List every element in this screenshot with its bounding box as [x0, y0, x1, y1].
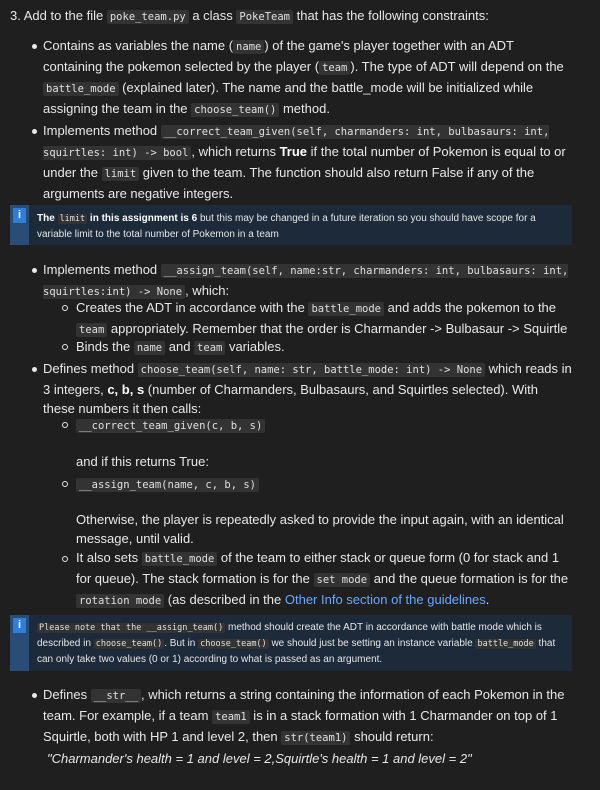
code-team: team — [319, 61, 350, 75]
bold-true: True — [279, 144, 308, 159]
heading-text-mid: a class — [188, 8, 237, 23]
code-str-team1: str(team1) — [281, 731, 350, 745]
text: Contains as variables the name ( — [43, 38, 234, 53]
code-signature: __assign_team(self, name:str, charmanders: int, bulbasaurs: int, squirtles:int) -> None — [43, 265, 569, 298]
text-otherwise: Otherwise, the player is repeatedly asked to provide the input again, with an identical message, until valid. — [76, 512, 564, 546]
bold-text: in this assignment is 6 — [87, 213, 198, 224]
bullet-dot — [32, 44, 37, 49]
text: which reads in 3 integers, — [43, 361, 572, 397]
text: Implements method — [43, 123, 161, 138]
code-name: name — [233, 40, 264, 54]
bullet-str — [43, 685, 573, 748]
text: Creates the ADT in accordance with the — [76, 300, 309, 315]
text: and adds the pokemon to the — [384, 300, 557, 315]
guidelines-link[interactable]: Other Info section of the guidelines — [284, 592, 486, 607]
code-limit: limit — [102, 167, 140, 181]
text: and — [165, 339, 195, 354]
sub-bullet — [62, 481, 68, 487]
text: we should just be setting an instance variable — [268, 638, 476, 649]
text: variables. — [225, 339, 285, 354]
text: , which returns a string containing the information of each Pokemon in the team. For example, if a team — [43, 687, 565, 723]
bullet-dot — [32, 129, 37, 134]
sub-item-assign-call — [76, 474, 576, 495]
code-battle-mode: battle_mode — [477, 639, 534, 649]
bullet-dot — [32, 693, 37, 698]
sub-item-create-adt — [76, 298, 576, 340]
code-choose-team: choose_team() — [95, 639, 163, 649]
sub-bullet — [62, 556, 68, 562]
sub-bullet — [62, 305, 68, 311]
code-call: __correct_team_given(c, b, s) — [76, 419, 265, 433]
text: , which: — [185, 283, 230, 298]
sub-item-binds — [76, 337, 576, 358]
code-call: __assign_team(name, c, b, s) — [76, 478, 259, 492]
code-signature: choose_team(self, name: str, battle_mode: int) -> None — [138, 363, 485, 377]
sub-bullet — [62, 422, 68, 428]
code-signature: __correct_team_given(self, charmanders: int, bulbasaurs: int, squirtles: int) -> bool — [43, 126, 550, 159]
bullet-assign-team — [43, 260, 573, 302]
text: , which returns — [191, 144, 280, 159]
code-name: name — [134, 341, 165, 355]
info-text — [37, 211, 564, 242]
sub-item-correct-call — [76, 415, 576, 436]
code-note: Please note that the __assign_team() — [39, 623, 224, 633]
text-if-true: and if this returns True: — [76, 454, 209, 469]
text: method should create the ADT in accordance with battle mode which is described in — [37, 622, 542, 649]
text: and the queue formation is for the — [370, 571, 569, 586]
text: method. — [279, 101, 330, 116]
sub-item-battle-mode — [76, 548, 576, 611]
text: should return: — [350, 729, 434, 744]
bullet-dot — [32, 367, 37, 372]
code-choose-team: choose_team() — [200, 639, 267, 649]
text: Binds the — [76, 339, 134, 354]
bullet-choose-team — [43, 359, 573, 418]
info-icon: i — [13, 618, 26, 633]
section-heading — [10, 6, 590, 27]
bullet-correct-team-given — [43, 121, 573, 203]
heading-text: 3. Add to the file — [10, 8, 107, 23]
bullet-dot — [32, 268, 37, 273]
text: if the total number of Pokemon is equal to or under the — [43, 144, 566, 180]
code-battle-mode: battle_mode — [43, 82, 119, 96]
code-battle-mode: battle_mode — [308, 302, 384, 316]
code-limit: limit — [59, 214, 86, 224]
text: (number of Charmanders, Bulbasaurs, and Squirtles selected). With these numbers it then calls: — [43, 382, 538, 416]
code-team1: team1 — [212, 710, 250, 724]
code-str: __str__ — [91, 689, 141, 703]
text: ). The type of ADT will depend on the — [350, 59, 564, 74]
text: . But in — [164, 638, 199, 649]
code-set-mode: set mode — [314, 573, 371, 587]
text: but this may be changed in a future iteration so you should have scope for a variable limit to the total number of Pokemon in a team — [37, 213, 536, 240]
text: Implements method — [43, 262, 161, 277]
code-team: team — [194, 341, 225, 355]
sub-bullet — [62, 344, 68, 350]
text: that can only take two values (0 or 1) according to what is passed as an argument. — [37, 638, 556, 665]
filename-code: poke_team.py — [107, 10, 189, 24]
text: given to the team. The function should also return False if any of the arguments are negative integers. — [43, 165, 535, 201]
info-callout-assign-note — [10, 615, 572, 671]
bold-cbs: c, b, s — [107, 382, 145, 397]
text: It also sets — [76, 550, 142, 565]
code-rotation-mode: rotation mode — [76, 594, 164, 608]
bold-text: The — [37, 213, 58, 224]
text: (as described in the — [164, 592, 285, 607]
bullet-variables — [43, 36, 573, 120]
code-team: team — [76, 323, 107, 337]
heading-text-suffix: that has the following constraints: — [292, 8, 489, 23]
code-battle-mode: battle_mode — [142, 552, 218, 566]
text: appropriately. Remember that the order is Charmander -> Bulbasaur -> Squirtle — [107, 321, 568, 336]
code-choose-team: choose_team() — [191, 103, 279, 117]
text: . — [485, 592, 490, 607]
text: ) of the game's player together with an ADT containing the pokemon selected by the player ( — [43, 38, 514, 74]
class-code: PokeTeam — [236, 10, 293, 24]
text: is in a stack formation with 1 Charmander on top of 1 Squirtle, both with HP 1 and level 2, then — [43, 708, 558, 744]
info-callout-limit — [10, 205, 572, 245]
text: (explained later). The name and the battle_mode will be initialized while assigning the team in the — [43, 80, 534, 116]
text: of the team to either stack or queue form (0 for stack and 1 for queue). The stack formation is for the — [76, 550, 560, 586]
info-text — [37, 620, 564, 667]
text: Defines method — [43, 361, 138, 376]
info-icon: i — [13, 208, 26, 223]
example-output: "Charmander's health = 1 and level = 2,Squirtle's health = 1 and level = 2" — [47, 751, 472, 766]
text: Defines — [43, 687, 91, 702]
